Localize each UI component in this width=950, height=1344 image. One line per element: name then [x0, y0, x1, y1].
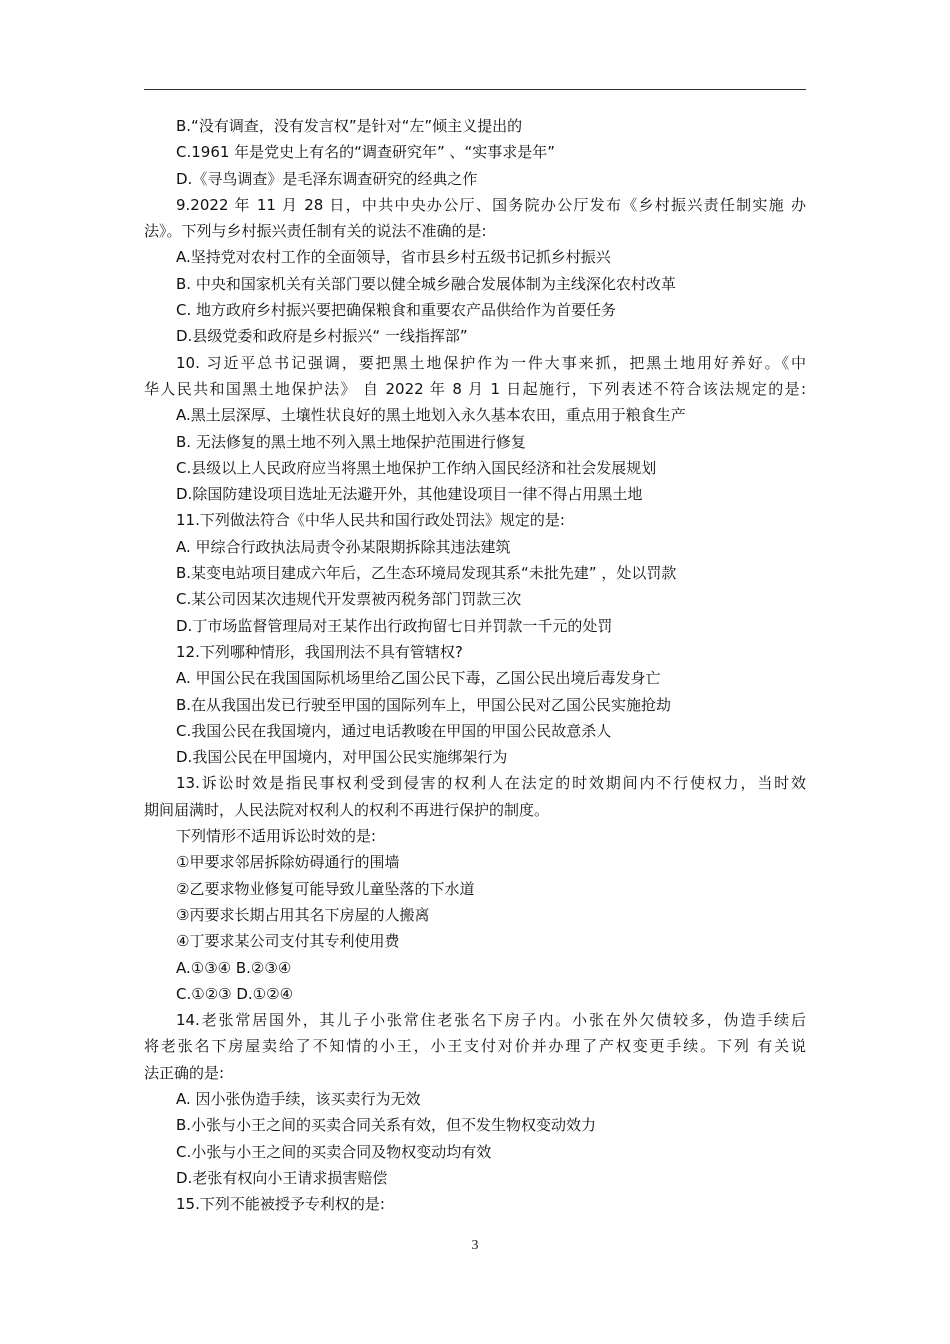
page-number: 3	[471, 1238, 479, 1253]
text-line: 9.2022 年 11 月 28 日，中共中央办公厅、国务院办公厅发布《乡村振兴责任制实施 办	[176, 195, 806, 214]
text-line: C.小张与小王之间的买卖合同及物权变动均有效	[176, 1142, 492, 1161]
text-line: 10. 习近平总书记强调，要把黑土地保护作为一件大事来抓，把黑土地用好养好。《中	[176, 353, 806, 372]
text-line: 法》。下列与乡村振兴责任制有关的说法不准确的是:	[144, 222, 487, 241]
text-line: B. 中央和国家机关有关部门要以健全城乡融合发展体制为主线深化农村改革	[176, 274, 676, 293]
text-line: A. 甲国公民在我国国际机场里给乙国公民下毒，乙国公民出境后毒发身亡	[176, 669, 661, 688]
text-line: 下列情形不适用诉讼时效的是:	[176, 827, 377, 846]
text-line: 13.诉讼时效是指民事权利受到侵害的权利人在法定的时效期间内不行使权力，当时效	[176, 774, 806, 793]
text-line: ③丙要求长期占用其名下房屋的人搬离	[176, 905, 430, 924]
text-line: B.小张与小王之间的买卖合同关系有效，但不发生物权变动效力	[176, 1116, 597, 1135]
text-line: A.坚持党对农村工作的全面领导，省市县乡村五级书记抓乡村振兴	[176, 248, 611, 267]
text-line: C.1961 年是党史上有名的“调查研究年” 、“实事求是年”	[176, 143, 556, 162]
text-line: ②乙要求物业修复可能导致儿童坠落的下水道	[176, 879, 475, 898]
page-body	[144, 113, 806, 1217]
text-line: A. 甲综合行政执法局责令孙某限期拆除其违法建筑	[176, 537, 511, 556]
text-line: B.在从我国出发已行驶至甲国的国际列车上，甲国公民对乙国公民实施抢劫	[176, 695, 672, 714]
text-line: A. 因小张伪造手续，该买卖行为无效	[176, 1089, 421, 1108]
header-rule	[144, 89, 806, 90]
text-line: ④丁要求某公司支付其专利使用费	[176, 932, 400, 951]
text-line: D.老张有权向小王请求损害赔偿	[176, 1168, 388, 1187]
text-line: 法正确的是:	[144, 1063, 225, 1082]
text-line: 期间届满时，人民法院对权利人的权利不再进行保护的制度。	[144, 800, 550, 819]
text-line: 华人民共和国黑土地保护法》 自 2022 年 8 月 1 日起施行，下列表述不符合该法规定的是:	[144, 379, 806, 398]
text-line: B.“没有调查，没有发言权”是针对“左”倾主义提出的	[176, 117, 523, 135]
text-line: D.我国公民在甲国境内，对甲国公民实施绑架行为	[176, 748, 508, 767]
text-line: 12.下列哪种情形，我国刑法不具有管辖权?	[176, 642, 463, 661]
text-line: C.①②③ D.①②④	[176, 984, 294, 1003]
text-line: 11.下列做法符合《中华人民共和国行政处罚法》规定的是:	[176, 511, 565, 530]
text-line: B.某变电站项目建成六年后，乙生态环境局发现其系“未批先建” ，处以罚款	[176, 564, 677, 583]
text-line: D.除国防建设项目选址无法避开外，其他建设项目一律不得占用黑土地	[176, 485, 643, 504]
text-line: A.黑土层深厚、土壤性状良好的黑土地划入永久基本农田，重点用于粮食生产	[176, 406, 686, 425]
text-line: 14.老张常居国外，其儿子小张常住老张名下房子内。小张在外欠债较多，伪造手续后	[176, 1011, 806, 1030]
text-line: B. 无法修复的黑土地不列入黑土地保护范围进行修复	[176, 432, 526, 451]
text-line: C. 地方政府乡村振兴要把确保粮食和重要农产品供给作为首要任务	[176, 301, 617, 320]
text-line: C.某公司因某次违规代开发票被丙税务部门罚款三次	[176, 590, 522, 609]
text-line: 15.下列不能被授予专利权的是:	[176, 1195, 385, 1214]
text-line: C.我国公民在我国境内，通过电话教唆在甲国的甲国公民故意杀人	[176, 721, 612, 740]
text-line: A.①③④ B.②③④	[176, 958, 292, 977]
text-line: D.丁市场监督管理局对王某作出行政拘留七日并罚款一千元的处罚	[176, 616, 613, 635]
text-line: D.县级党委和政府是乡村振兴“ 一线指挥部”	[176, 327, 468, 346]
text-line: 将老张名下房屋卖给了不知情的小王，小王支付对价并办理了产权变更手续。下列 有关说	[144, 1037, 806, 1056]
text-line: ①甲要求邻居拆除妨碍通行的围墙	[176, 853, 400, 872]
text-line: D.《寻鸟调查》是毛泽东调查研究的经典之作	[176, 169, 478, 188]
text-line: C.县级以上人民政府应当将黑土地保护工作纳入国民经济和社会发展规划	[176, 458, 657, 477]
